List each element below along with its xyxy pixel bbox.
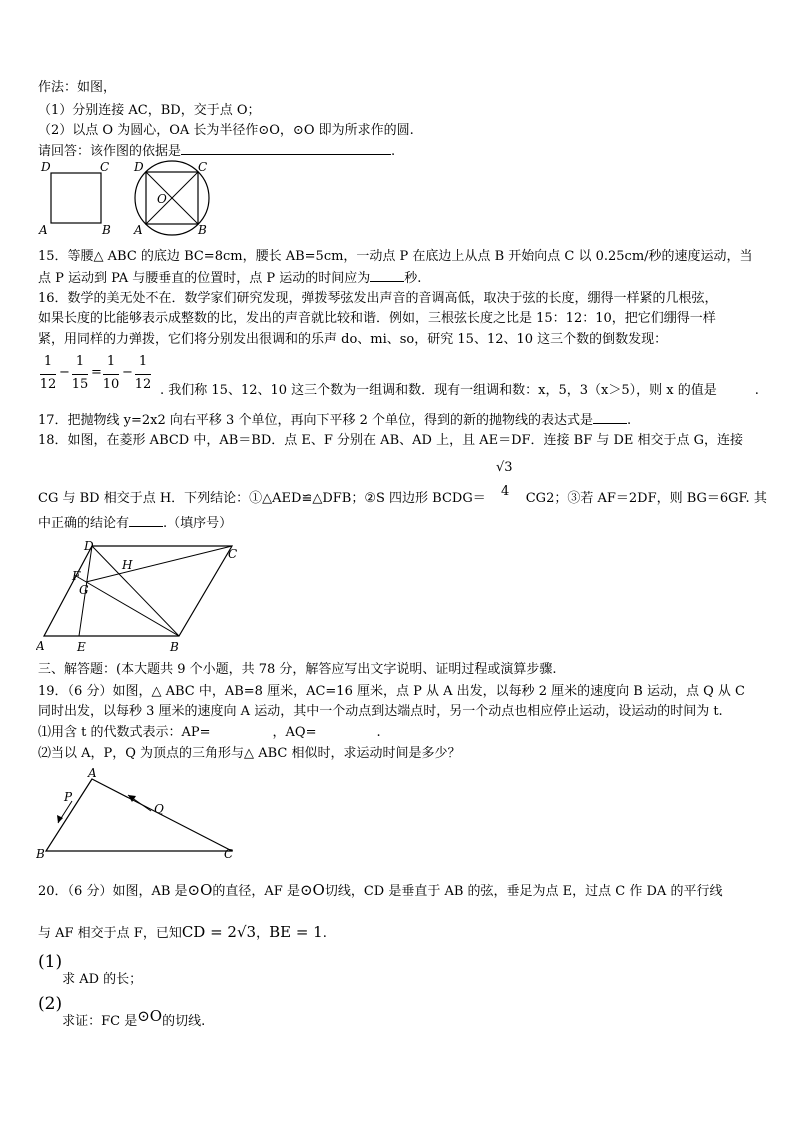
answer-blank-q17[interactable]: [593, 411, 627, 424]
four-denominator: 4: [501, 484, 510, 499]
label-h: H: [122, 558, 133, 572]
circle-o-symbol-1: ⊙O: [187, 881, 213, 899]
rhombus-figure: [36, 538, 248, 654]
label-d-rhombus: D: [84, 539, 94, 553]
square-construction-figure: [36, 158, 226, 238]
equals-sign: =: [91, 365, 102, 380]
be-equation: BE = 1: [269, 923, 323, 941]
circle-o-symbol-2: ⊙O: [299, 881, 325, 899]
q20-part-1: (1)求 AD 的长；: [38, 952, 143, 987]
label-b-right: B: [198, 223, 207, 237]
minus-sign-1: −: [59, 365, 70, 380]
label-b-rhombus: B: [170, 640, 179, 654]
construction-line-4: 请回答：该作图的依据是 .: [38, 144, 396, 159]
fraction-3-denominator: 10: [102, 377, 120, 392]
construction-line-2: （1）分别连接 AC，BD，交于点 O；: [38, 103, 261, 118]
minus-sign-2: −: [122, 365, 133, 380]
q18-line-2: CG 与 BD 相交于点 H．下列结论：①△AED≌△DFB；②S 四边形 BCDG＝ CG2；③若 AF＝2DF，则 BG＝6GF. 其: [38, 491, 767, 506]
q16-tail: . 我们称 15、12、10 这三个数为一组调和数．现有一组调和数：x，5，3（x＞5），则 x 的值是 .: [160, 383, 759, 398]
part-2-marker: (2): [38, 994, 63, 1014]
label-b-triangle: B: [36, 847, 45, 861]
q15-line-1: 15．等腰△ ABC 的底边 BC=8cm，腰长 AB=5cm，一动点 P 在底边上从点 B 开始向点 C 以 0.25cm/秒的速度运动，当: [38, 249, 753, 264]
segment-cg: [86, 546, 232, 582]
segment-bf: [76, 576, 179, 636]
q19-line-3: ⑴用含 t 的代数式表示：AP= ，AQ= .: [38, 725, 381, 740]
construction-question: 请回答：该作图的依据是: [38, 144, 182, 159]
q19-line-1: 19．（6 分）如图，△ ABC 中，AB=8 厘米，AC=16 厘米，点 P 从 A 出发，以每秒 2 厘米的速度向 B 运动，点 Q 从 C: [38, 684, 745, 699]
q19-line-2: 同时出发，以每秒 3 厘米的速度向 A 运动，其中一个动点到达端点时，另一个动点也相应停止运动，设运动的时间为 t.: [38, 704, 723, 719]
label-c-triangle: C: [224, 847, 234, 861]
sqrt3-over-4: [493, 460, 523, 508]
diagonal-bd-rhombus: [92, 546, 179, 636]
answer-blank-q16[interactable]: [717, 382, 755, 394]
label-c-left: C: [100, 160, 110, 174]
square-abcd: [51, 173, 101, 223]
fraction-4-numerator: 1: [138, 354, 148, 369]
label-c-rhombus: C: [228, 547, 238, 561]
cd-equation: CD = 2√3: [181, 923, 257, 941]
answer-blank-q18[interactable]: [129, 514, 163, 527]
triangle-figure: [36, 765, 242, 861]
label-b-left: B: [102, 223, 111, 237]
q16-line-3: 紧，用同样的力弹拨，它们将分别发出很调和的乐声 do、mi、so，研究 15、12、10 这三个数的倒数发现：: [38, 332, 668, 347]
label-a-rhombus: A: [36, 639, 45, 653]
q20-line-2: 与 AF 相交于点 F，已知CD = 2√3，BE = 1.: [38, 923, 327, 941]
fraction-1-denominator: 12: [39, 377, 57, 392]
triangle-abc: [46, 779, 232, 851]
label-e: E: [77, 640, 86, 654]
section-3-heading: 三、解答题：(本大题共 9 个小题，共 78 分，解答应写出文字说明、证明过程或演算步骤.: [38, 662, 557, 677]
q18-line-1: 18．如图，在菱形 ABCD 中，AB＝BD．点 E、F 分别在 AB、AD 上，且 AE＝DF．连接 BF 与 DE 相交于点 G，连接: [38, 433, 744, 448]
fraction-3-numerator: 1: [106, 354, 116, 369]
harmonic-equation: [38, 352, 158, 396]
label-a-right: A: [134, 223, 143, 237]
label-p: P: [64, 790, 73, 804]
q17-line: 17．把抛物线 y=2x2 向右平移 3 个单位，再向下平移 2 个单位，得到的新的抛物线的表达式是 .: [38, 413, 632, 428]
construction-line-3: （2）以点 O 为圆心，OA 长为半径作⊙O，⊙O 即为所求作的圆.: [38, 123, 414, 138]
q20-part-2: (2)求证：FC 是⊙O的切线.: [38, 994, 206, 1029]
q18-line-3: 中正确的结论有 .（填序号）: [38, 516, 233, 531]
q20-line-1: 20．（6 分）如图，AB 是⊙O的直径，AF 是⊙O切线，CD 是垂直于 AB 的弦，垂足为点 E，过点 C 作 DA 的平行线: [38, 881, 723, 899]
label-a-left: A: [39, 223, 48, 237]
part-1-marker: (1): [38, 952, 63, 972]
label-f: F: [72, 569, 81, 583]
label-d-right: D: [134, 160, 144, 174]
q19-line-4: ⑵当以 A，P，Q 为顶点的三角形与△ ABC 相似时，求运动时间是多少？: [38, 746, 461, 761]
label-a-triangle: A: [88, 766, 97, 780]
answer-blank-q15[interactable]: [370, 269, 404, 282]
fraction-4-denominator: 12: [134, 377, 152, 392]
fraction-2-numerator: 1: [75, 354, 85, 369]
rhombus-abcd: [44, 546, 232, 636]
answer-blank-construction[interactable]: [181, 142, 391, 155]
fraction-1-numerator: 1: [43, 354, 53, 369]
q16-line-1: 16．数学的美无处不在．数学家们研究发现，弹拨琴弦发出声音的音调高低，取决于弦的长度，绷得一样紧的几根弦，: [38, 291, 718, 306]
sqrt3-numerator: √3: [496, 460, 513, 475]
fraction-2-denominator: 15: [71, 377, 89, 392]
circle-o-symbol-3: ⊙O: [137, 1007, 163, 1025]
label-q: Q: [154, 802, 164, 816]
label-o: O: [157, 192, 167, 206]
construction-line-1: 作法：如图，: [38, 80, 117, 95]
q16-line-2: 如果长度的比能够表示成整数的比，发出的声音就比较和谐．例如，三根弦长度之比是 15：12：10，把它们绷得一样: [38, 311, 716, 326]
label-c-right: C: [198, 160, 208, 174]
q15-line-2: 点 P 运动到 PA 与腰垂直的位置时，点 P 运动的时间应为 秒.: [38, 271, 422, 286]
label-g: G: [79, 583, 89, 597]
label-d-left: D: [41, 160, 51, 174]
